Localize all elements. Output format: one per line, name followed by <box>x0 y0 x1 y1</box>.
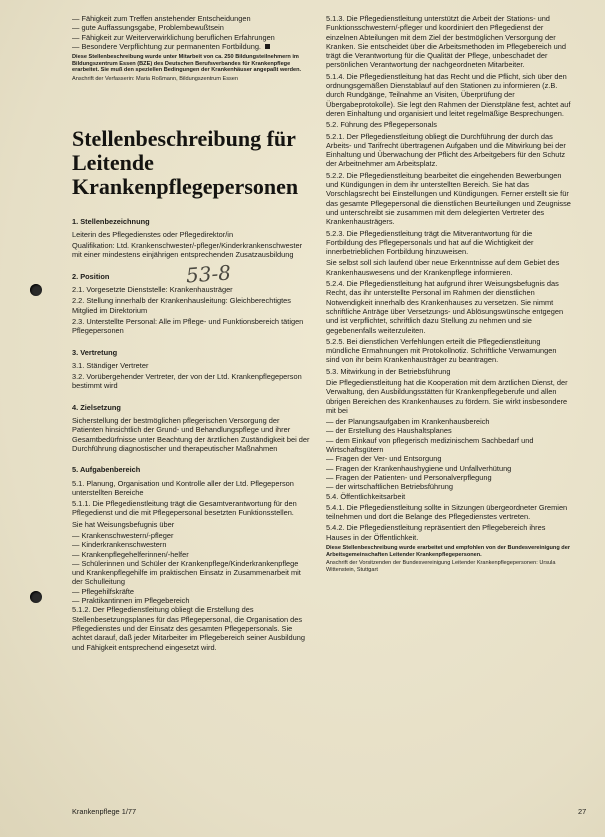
page-number: 27 <box>578 807 587 816</box>
paragraph: 5.2.2. Die Pflegedienstleitung bearbeitet die eingehenden Bewerbungen und Kündigungen in dem ihr unterstellten Bereich. Sie hat das Vorschlagsrecht bei Einstellungen und Kündigungen. Ferner erstellt sie für das gesamte Pflegepersonal die dienstlichen Beurteilungen und Zeugnisse und unterschreibt sie zusammen mit dem delegierten Vertreter des Krankenhausträgers. <box>326 170 571 227</box>
list-item: — Kinderkrankenschwestern <box>72 540 167 550</box>
journal-footer: Krankenpflege 1/77 <box>72 807 137 816</box>
paragraph: 5.1.2. Der Pflegedienstleitung obliegt die Erstellung des Stellenbesetzungsplanes für das Pflegepersonal, die Organisation des Pflegedienstes und der Einsatz des gesamten Pflegepersonals. Sie achtet darauf, daß jeder Mitarbeiter im Pflegebereich seiner Ausbildung und Fähigkeit entsprechend eingesetzt wird. <box>72 605 305 652</box>
paragraph: 5.4.2. Die Pflegedienstleitung repräsentiert den Pflegebereich ihres Hauses in der Öffentlichkeit. <box>326 523 546 542</box>
paragraph: Leiterin des Pflegedienstes oder Pflegedirektor/in <box>72 229 234 239</box>
paragraph: 5.1.4. Die Pflegedienstleitung hat das Recht und die Pflicht, sich über den ordnungsgemäßen Dienstablauf auf den Stationen zu informieren (z.B. durch Rundgänge, Teilnahme an Visiten, Überprüfung der Übergabeprotokolle). Sie legt den Rahmen der Dienstpläne fest, achtet auf deren Einhaltung und organisiert und leitet regelmäßige Besprechungen. <box>326 71 571 118</box>
section-heading: 4. Zielsetzung <box>72 402 121 412</box>
list-item: — gute Auffassungsgabe, Problembewußtsein <box>72 23 224 33</box>
left-column <box>72 14 312 654</box>
section-heading: 2. Position <box>72 271 110 281</box>
list-item: — der Planungsaufgaben im Krankenhausbereich <box>326 417 490 427</box>
paragraph: 5.2.1. Der Pflegedienstleitung obliegt die Durchführung der durch das Arbeits- und Tarifrecht übertragenen Aufgaben und die Mitwirkung bei der Einhaltung und Überwachung der Pflicht des Arbeitgebers für den Schutz der Arbeitnehmer am Arbeitsplatz. <box>326 131 566 169</box>
paragraph: 5.4.1. Die Pflegedienstleitung sollte in Sitzungen übergeordneter Gremien teilnehmen und dort die Belange des Pflegedienstes vertreten. <box>326 502 568 522</box>
list-item: — Fähigkeit zur Weiterverwirklichung beruflichen Erfahrungen <box>72 32 275 42</box>
paragraph: Sie selbst soll sich laufend über neue Erkenntnisse auf dem Gebiet des Krankenhauswesens und der Krankenpflege informieren. <box>326 258 560 277</box>
list-item: — der Erstellung des Haushaltsplanes <box>326 426 452 436</box>
section-heading: 3. Vertretung <box>72 347 118 357</box>
section-1 <box>72 217 312 260</box>
author-address: Anschrift der Vorsitzenden der Bundesvereinigung Leitender Krankenpflegepersonen: Ursula Wittenstein, Stuttgart <box>326 560 556 573</box>
section-heading: 1. Stellenbezeichnung <box>72 216 150 226</box>
list-item: — der wirtschaftlichen Betriebsführung <box>326 482 453 492</box>
paragraph: 5.1.1. Die Pflegedienstleitung trägt die Gesamtverantwortung für den Pflegedienst und die mit Pflegepersonal besetzten Funktionsstellen. <box>72 499 297 518</box>
list-item: — Besondere Verpflichtung zur permanenten Fortbildung. <box>72 42 312 51</box>
editorial-note: Diese Stellenbeschreibung wurde erarbeitet und empfohlen von der Bundesvereinigung der Arbeitsgemeinschaften Leitender Krankenpflegepersonen. <box>326 545 570 558</box>
list-item: — Fragen der Krankenhaushygiene und Unfallverhütung <box>326 463 512 473</box>
section-heading: 5. Aufgabenbereich <box>72 465 141 475</box>
list-item: — Pflegehilfskräfte <box>72 586 135 596</box>
section-5 <box>72 465 312 652</box>
list-item: — Krankenpflegehelferinnen/-helfer <box>72 549 189 559</box>
handwritten-annotation: 53-8 <box>185 260 232 288</box>
paragraph: 5.2.4. Die Pflegedienstleitung hat aufgrund ihrer Weisungsbefugnis das Recht, das ihr unterstellte Personal im Rahmen der dienstlichen Notwendigkeit innerhalb des Krankenhauses zu versetzen. Sie nimmt schriftliche Anträge über Versetzungs- und Ablösungswünsche entgegen und ist verpflichtet, schriftlich dazu Stellung zu nehmen und sie gegebenenfalls weiterzuleiten. <box>326 279 564 335</box>
section-3 <box>72 348 312 391</box>
paragraph: 2.3. Unterstellte Personal: Alle im Pflege- und Funktionsbereich tätigen Pflegepersonen <box>72 316 304 336</box>
author-address: Anschrift der Verfasserin: Maria Roßmann, Bildungszentrum Essen <box>72 75 239 82</box>
paragraph: Sie hat Weisungsbefugnis über <box>72 519 175 529</box>
paragraph: 5.2.5. Bei dienstlichen Verfehlungen erteilt die Pflegedienstleitung mündliche Ermahnungen mit Protokollnotiz. Schriftliche Verwarnungen sind von ihr beim Krankenhausträger zu beantragen. <box>326 336 557 365</box>
paragraph: 3.1. Ständiger Vertreter <box>72 360 149 370</box>
subsection-heading: 5.2. Führung des Pflegepersonals <box>326 120 437 130</box>
paragraph: 3.2. Vorübergehender Vertreter, der von der Ltd. Krankenpflegeperson bestimmt wird <box>72 372 302 391</box>
subsection-heading: 5.4. Öffentlichkeitsarbeit <box>326 491 406 501</box>
paragraph: 5.1. Planung, Organisation und Kontrolle aller der Ltd. Pflegeperson unterstellten Bereiche <box>72 478 294 497</box>
list-item: — dem Einkauf von pflegerisch medizinischem Sachbedarf und Wirtschaftsgütern <box>326 435 534 455</box>
paragraph: 5.2.3. Die Pflegedienstleitung trägt die Mitverantwortung für die Fortbildung des Pflegepersonals und hat auf die Wichtigkeit der innerbetrieblichen Fortbildung hinzuweisen. <box>326 228 534 257</box>
list-item: — Schülerinnen und Schüler der Krankenpflege/Kinderkrankenpflege und Krankenpflegehilfe im praktischen Einsatz in Zusammenarbeit mit der Schulleitung <box>72 558 301 587</box>
section-4 <box>72 403 312 453</box>
paragraph: 5.1.3. Die Pflegedienstleitung unterstützt die Arbeit der Stations- und Funktionsschwestern/-pfleger und koordiniert den Pflegedienst der einzelnen Abteilungen mit dem Ziel der bestmöglichen Versorgung der Kranken. Sie entscheidet über die Arbeitsmethoden im Pflegebereich und trägt die Verantwortung für die Qualität der Pflege, unbeschadet der persönlichen Verantwortung der nachgeordneten Mitarbeiter. <box>326 14 566 70</box>
list-item: — Krankenschwestern/-pfleger <box>72 530 174 540</box>
list-item: — Praktikantinnen im Pflegebereich <box>72 596 190 606</box>
editorial-note: Diese Stellenbeschreibung wurde unter Mitarbeit von ca. 250 Bildungsteilnehmern im Bildungszentrum Essen (BZE) des Deutschen Berufsverbandes für Krankenpflege erarbeitet. Sie muß den speziellen Bedingungen der Krankenhäuser angepaßt werden. <box>72 54 302 74</box>
end-mark <box>265 44 270 49</box>
requirements-list <box>72 14 312 51</box>
list-item: — Fragen der Ver- und Entsorgung <box>326 454 442 464</box>
paragraph: 2.1. Vorgesetzte Dienststelle: Krankenhausträger <box>72 285 233 295</box>
punch-hole <box>30 591 42 603</box>
paragraph: Sicherstellung der bestmöglichen pflegerischen Versorgung der Patienten hinsichtlich der Grund- und Behandlungspflege und ihrer Gesamtbedürfnisse unter Beachtung der ärztlichen Zuständigkeit bei der Durchführung diagnostischer und therapeutischer Maßnahmen <box>72 416 310 453</box>
list-item: — Fragen der Patienten- und Personalverpflegung <box>326 472 492 482</box>
paragraph: Qualifikation: Ltd. Krankenschwester/-pfleger/Kinderkrankenschwester mit einer mindestens einjährigen entsprechenden Zusatzausbildung <box>72 241 303 260</box>
paragraph: Die Pflegedienstleitung hat die Kooperation mit dem ärztlichen Dienst, der Verwaltung, den Ausbildungsstätten für Krankenpflegeberufe und allen übrigen Bereichen des Krankenhauses zu fördern. Sie wirkt insbesondere mit bei <box>326 377 568 415</box>
list-item: — Fähigkeit zum Treffen anstehender Entscheidungen <box>72 14 251 23</box>
right-column <box>326 14 571 575</box>
article-title: Stellenbeschreibung für Leitende Krankenpflegepersonen <box>72 125 299 199</box>
punch-hole <box>30 284 42 296</box>
paragraph: 2.2. Stellung innerhalb der Krankenhausleitung: Gleichberechtigtes Mitglied im Direktorium <box>72 296 291 315</box>
subsection-heading: 5.3. Mitwirkung in der Betriebsführung <box>326 366 451 376</box>
